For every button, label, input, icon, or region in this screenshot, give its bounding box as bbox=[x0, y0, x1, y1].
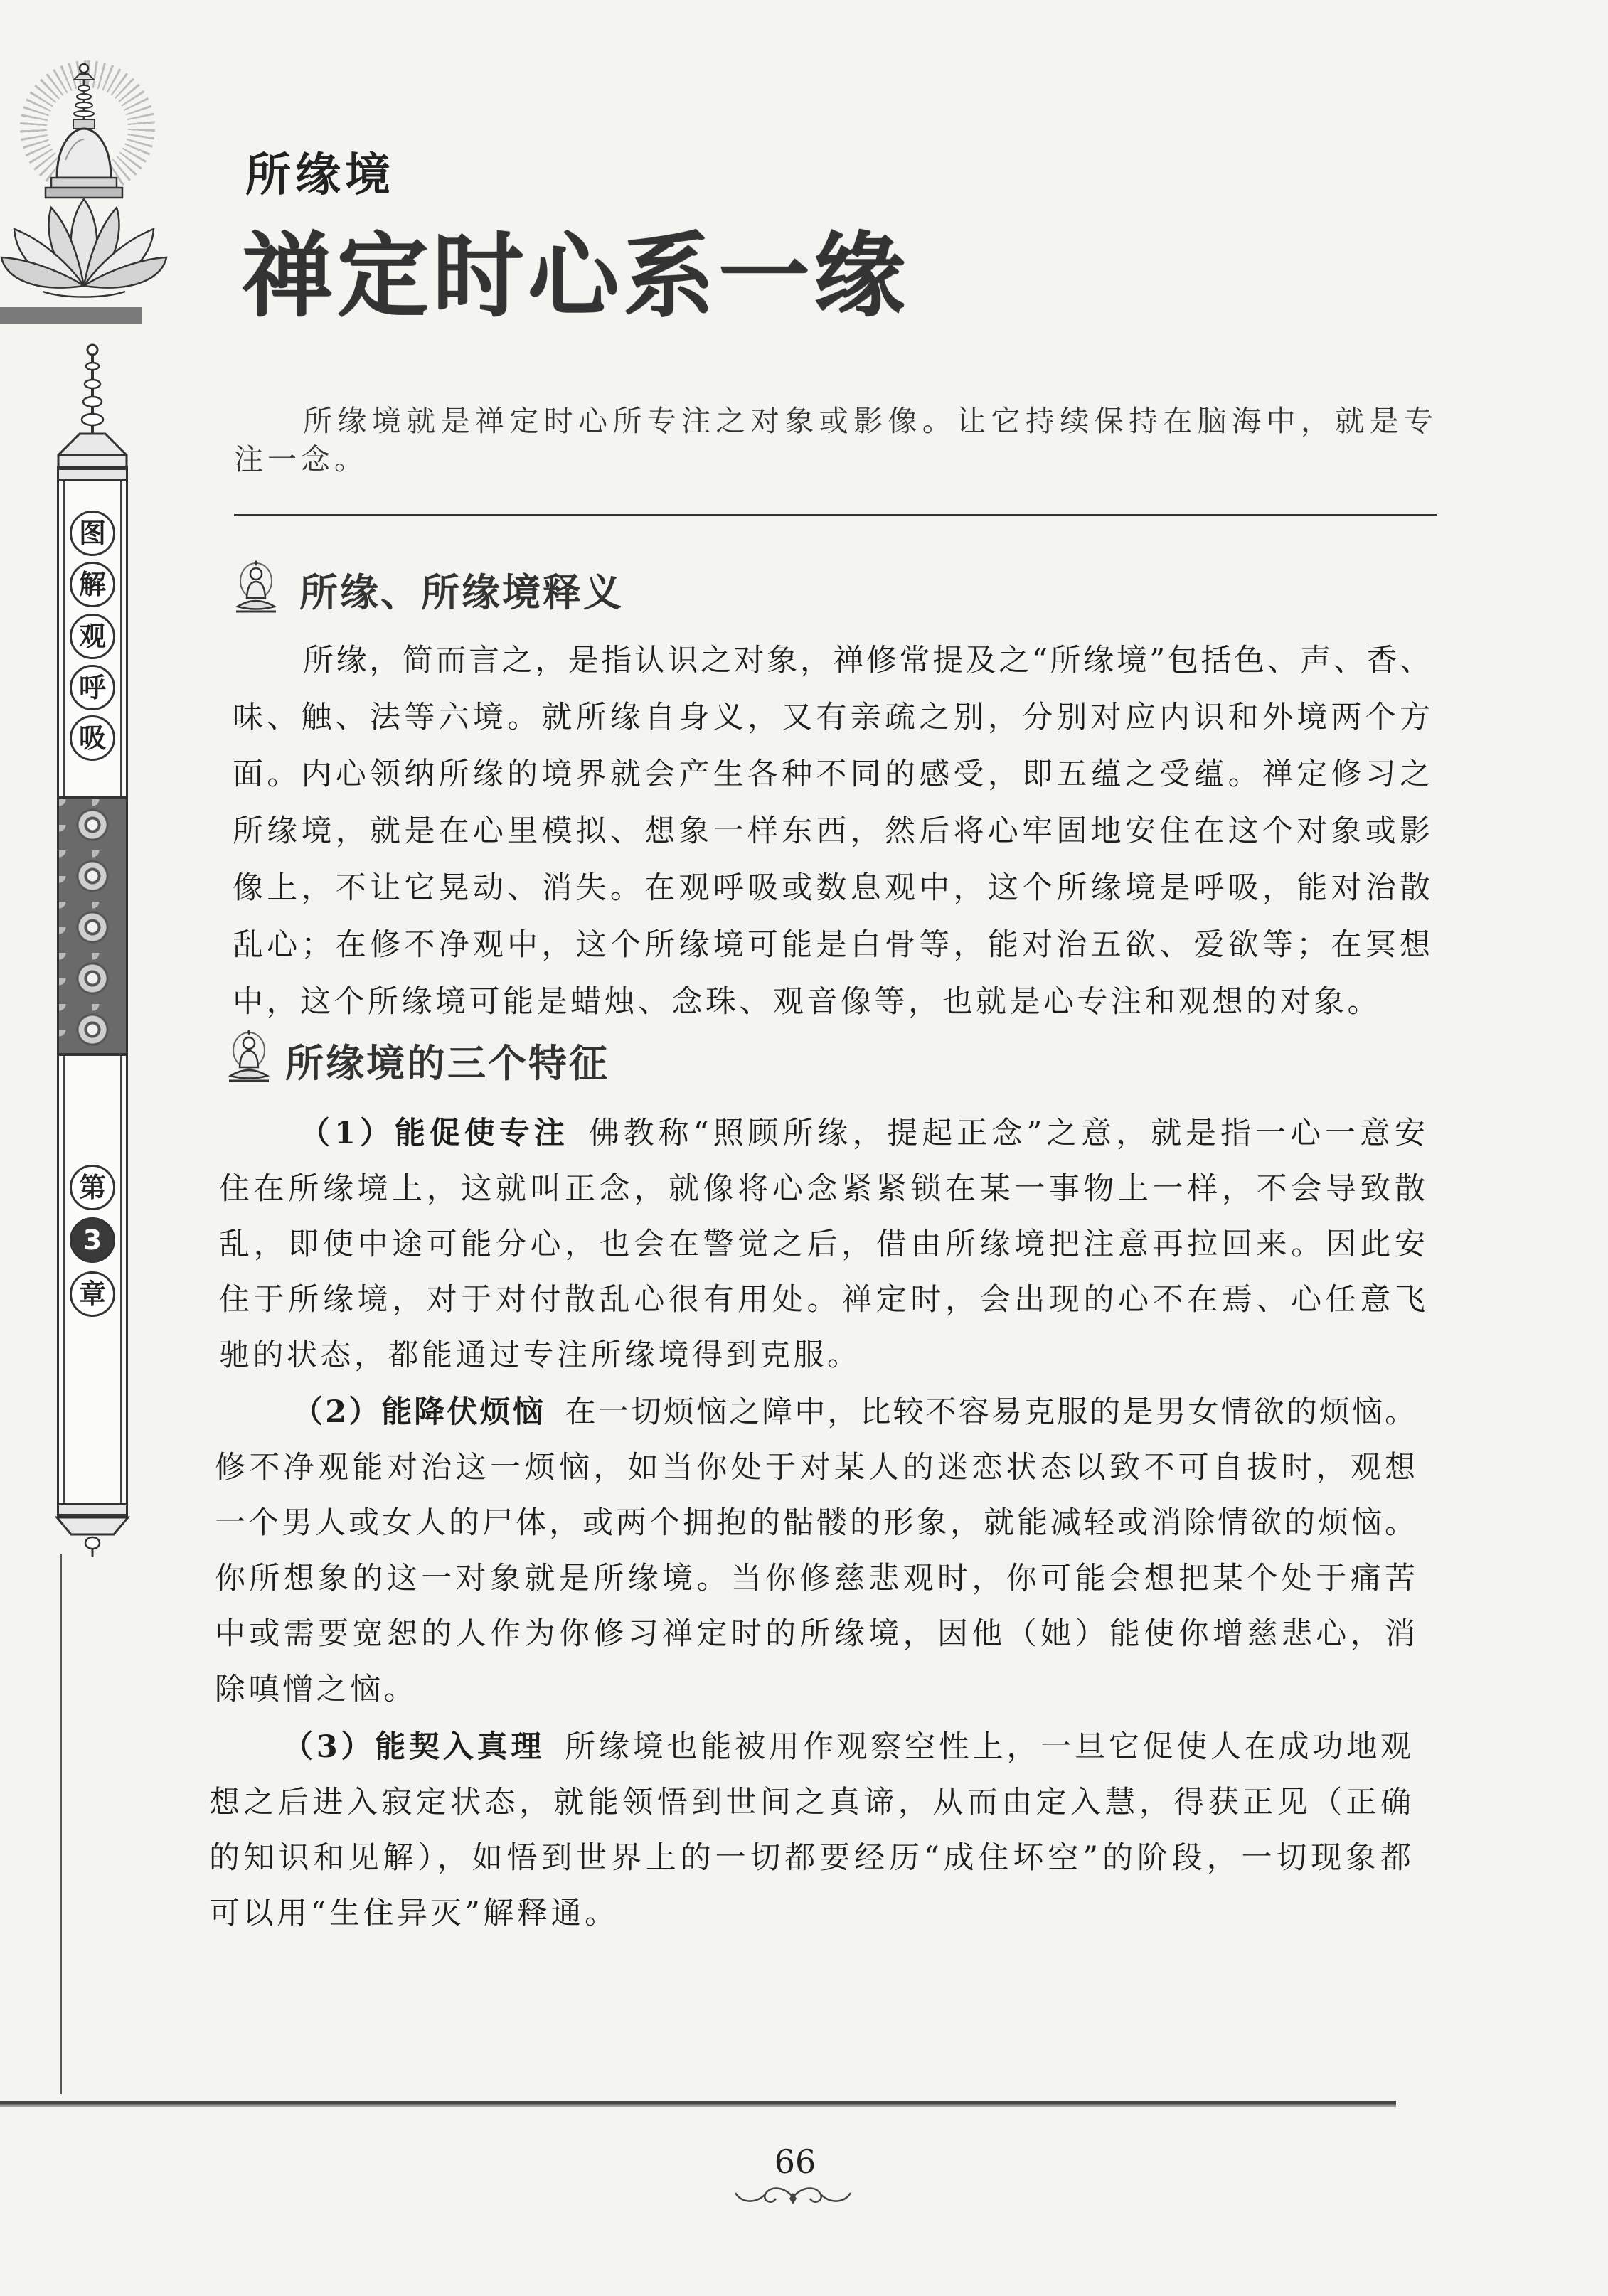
body-line: 想之后进入寂定状态，就能领悟到世间之真谛，从而由定入慧，得获正见（正确 bbox=[209, 1785, 1411, 1820]
scroll-flourish-icon bbox=[733, 2182, 853, 2210]
stupa-lotus-icon bbox=[0, 43, 171, 313]
series-char-circle: 解 bbox=[70, 562, 115, 607]
intro-line: 所缘境就是禅定时心所专注之对象或影像。让它持续保持在脑海中，就是专 bbox=[303, 404, 1433, 438]
chapter-char-circle: 章 bbox=[70, 1271, 115, 1317]
body-line-text: 所缘境也能被用作观察空性上，一旦它促使人在成功地观 bbox=[565, 1729, 1411, 1765]
footer-rule bbox=[0, 2101, 1396, 2107]
intro-line: 注一念。 bbox=[234, 442, 368, 476]
body-line: 所缘境，就是在心里模拟、想象一样东西，然后将心牢固地安住在这个对象或影 bbox=[233, 813, 1430, 849]
feature-lead: （2）能降伏烦恼 bbox=[292, 1394, 545, 1430]
chapter-number-badge: 3 bbox=[70, 1217, 115, 1263]
scroll-top-finial-icon bbox=[51, 341, 134, 469]
body-line: 乱，即使中途可能分心，也会在警觉之后，借由所缘境把注意再拉回来。因此安 bbox=[219, 1227, 1425, 1262]
series-char-circle: 观 bbox=[70, 614, 115, 659]
body-line bbox=[219, 1106, 1425, 1161]
body-line: 住于所缘境，对于对付散乱心很有用处。禅定时，会出现的心不在焉、心任意飞 bbox=[219, 1282, 1425, 1318]
scroll-band-top bbox=[59, 468, 126, 481]
feature-paragraph bbox=[219, 1106, 1425, 1383]
body-line: 所缘，简而言之，是指认识之对象，禅修常提及之“所缘境”包括色、声、香、 bbox=[303, 643, 1430, 678]
body-line: 你所想象的这一对象就是所缘境。当你修慈悲观时，你可能会想把某个处于痛苦 bbox=[215, 1561, 1415, 1596]
body-line: 中，这个所缘境可能是蜡烛、念珠、观音像等，也就是心专注和观想的对象。 bbox=[233, 984, 1381, 1020]
body-line: 中或需要宽恕的人作为你修习禅定时的所缘境，因他（她）能使你增慈悲心，消 bbox=[215, 1616, 1415, 1652]
header-accent-bar bbox=[0, 307, 142, 324]
body-line: 修不净观能对治这一烦恼，如当你处于对某人的迷恋状态以致不可自拔时，观想 bbox=[215, 1450, 1415, 1485]
body-line: 乱心；在修不净观中，这个所缘境可能是白骨等，能对治五欲、爱欲等；在冥想 bbox=[233, 927, 1430, 963]
feature-paragraph bbox=[209, 1719, 1411, 1941]
scroll-bottom-finial-icon bbox=[51, 1515, 134, 1557]
sidebar-vertical-line bbox=[60, 1554, 62, 2094]
feature-lead: （1）能促使专注 bbox=[299, 1116, 569, 1151]
section-heading: 所缘境的三个特征 bbox=[285, 1040, 609, 1086]
body-line bbox=[215, 1384, 1415, 1440]
section-heading: 所缘、所缘境释义 bbox=[299, 570, 624, 615]
page-title: 禅定时心系一缘 bbox=[242, 223, 910, 329]
body-line: 一个男人或女人的尸体，或两个拥抱的骷髅的形象，就能减轻或消除情欲的烦恼。 bbox=[215, 1505, 1415, 1541]
scroll-banner bbox=[57, 466, 128, 1518]
body-line: 像上，不让它晃动、消失。在观呼吸或数息观中，这个所缘境是呼吸，能对治散 bbox=[233, 870, 1430, 906]
body-line: 驰的状态，都能通过专注所缘境得到克服。 bbox=[219, 1337, 861, 1373]
body-line: 面。内心领纳所缘的境界就会产生各种不同的感受，即五蕴之受蕴。禅定修习之 bbox=[233, 757, 1430, 792]
page-number: 66 bbox=[774, 2142, 816, 2181]
body-line bbox=[209, 1719, 1411, 1775]
body-line: 的知识和见解），如悟到世界上的一切都要经历“成住坏空”的阶段，一切现象都 bbox=[209, 1840, 1411, 1876]
meditating-figure-icon bbox=[225, 1029, 272, 1086]
body-line-text: 在一切烦恼之障中，比较不容易克服的是男女情欲的烦恼。 bbox=[565, 1394, 1415, 1430]
scroll-pattern-panel bbox=[59, 796, 126, 1056]
feature-lead: （3）能契入真理 bbox=[282, 1729, 545, 1765]
body-line: 味、触、法等六境。就所缘自身义，又有亲疏之别，分别对应内识和外境两个方 bbox=[233, 700, 1430, 735]
intro-paragraph bbox=[234, 402, 1433, 479]
series-char-circle: 图 bbox=[70, 511, 115, 556]
body-line: 除嗔憎之恼。 bbox=[215, 1672, 417, 1707]
series-char-circle: 吸 bbox=[70, 715, 115, 761]
intro-divider bbox=[234, 514, 1437, 516]
chapter-char-circle: 第 bbox=[70, 1165, 115, 1210]
body-line: 住在所缘境上，这就叫正念，就像将心念紧紧锁在某一事物上一样，不会导致散 bbox=[219, 1171, 1425, 1207]
body-paragraph bbox=[233, 632, 1430, 1030]
section-label: 所缘境 bbox=[245, 149, 395, 202]
meditating-figure-icon bbox=[233, 560, 279, 616]
feature-paragraph bbox=[215, 1384, 1415, 1717]
body-line: 可以用“生住异灭”解释通。 bbox=[209, 1896, 619, 1931]
body-line-text: 佛教称“照顾所缘，提起正念”之意，就是指一心一意安 bbox=[588, 1116, 1425, 1151]
series-char-circle: 呼 bbox=[70, 665, 115, 710]
